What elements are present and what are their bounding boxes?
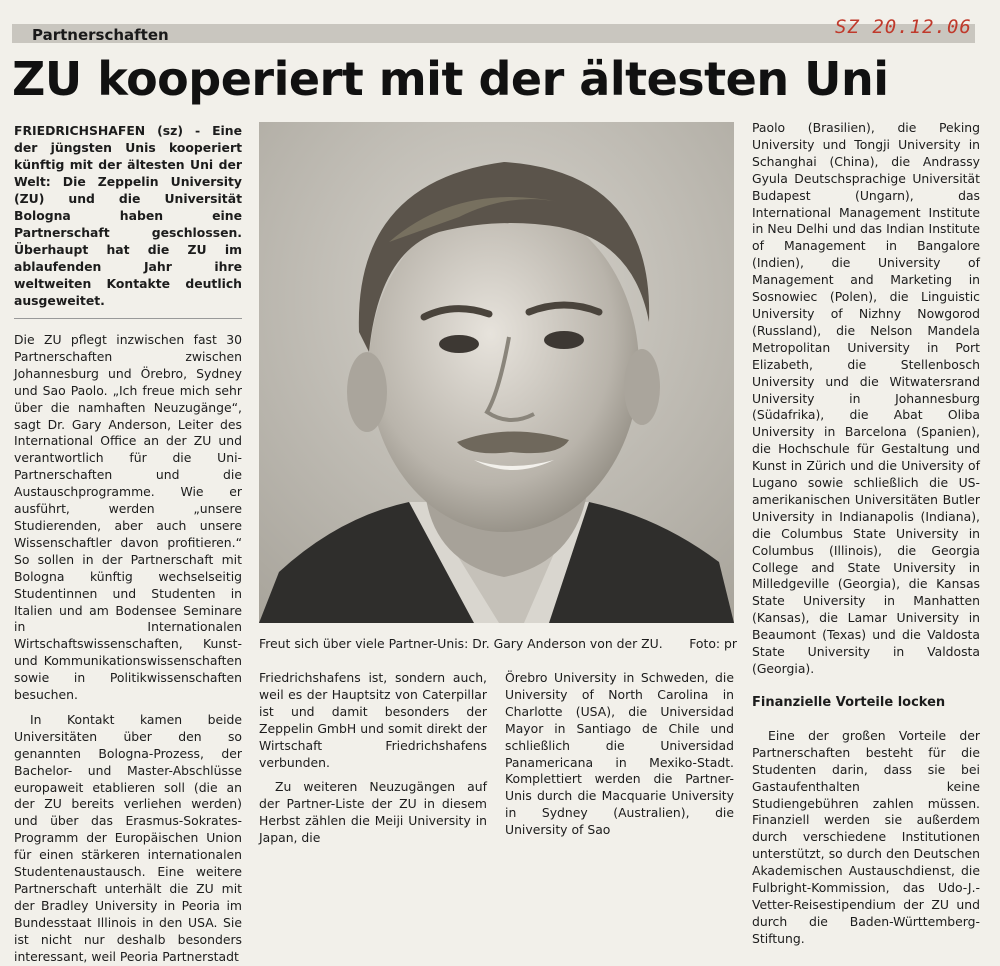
- portrait-illustration: [259, 122, 734, 623]
- subheading: Finanzielle Vorteile locken: [752, 694, 946, 710]
- body-paragraph: Friedrichshafens ist, sondern auch, weil es der Hauptsitz von Caterpillar ist und damit besonders der Zeppelin GmbH und somit direkt der Wirtschaft Friedrichshafens verbunden.: [259, 670, 487, 770]
- body-paragraph: Die ZU pflegt inzwischen fast 30 Partnerschaften zwischen Johannesburg und Örebro, Sydney und Sao Paolo. „Ich freue mich sehr über die namhaften Neuzugänge“, sagt Dr. Gary Anderson, Leiter des International Office an der ZU und verantwortlich für die Uni-Partnerschaften und die Austauschprogramme. Wie er ausführt, werden „unsere Studierenden, aber auch unsere Wissenschaftler davon profitieren.“ So sollen in der Partnerschaft mit Bologna künftig wechselseitig Studentinnen und Studenten in Italien und am Bodensee Seminare in Internationalen Wirtschaftswissenschaften, Kunst- und Kommunikationswissenschaften sowie in Politikwissenschaften besuchen.: [14, 332, 242, 703]
- caption-text: Freut sich über viele Partner-Unis: Dr. Gary Anderson von der ZU.: [259, 636, 663, 651]
- body-paragraph: Eine der großen Vorteile der Partnerschaften besteht für die Studenten darin, dass sie bei Gastaufenthalten keine Studiengebühren zahlen müssen. Finanziell werden sie außerdem durch verschiedene Institutionen unterstützt, so durch den Deutschen Akademischen Austauschdienst, die Fulbright-Kommission, das Udo-J.-Vetter-Reisestipendium der ZU und durch die Baden-Württemberg-Stiftung.: [752, 727, 980, 946]
- body-paragraph: Paolo (Brasilien), die Peking University und Tongji University in Schanghai (China), die Andrassy Gyula Deutschsprachige Universität Budapest (Ungarn), das International Management Institute in Neu Delhi und das Indian Institute of Management in Bangalore (Indien), die University of Management and Marketing in Sosnowiec (Polen), die Linguistic University of Nizhny Nowgorod (Russland), die Nelson Mandela Metropolitan University in Port Elizabeth, die Stellenbosch University und die Witwatersrand University in Johannesburg (Südafrika), die Abat Oliba University in Barcelona (Spanien), die Hochschule für Gestaltung und Kunst in Zürich und die University of Lugano sowie schließlich die US-amerikanischen Universitäten Butler University in Indianapolis (Indiana), die Columbus State University in Columbus (Illinois), die Georgia College and State University in Milledgeville (Georgia), die Kansas State University in Manhatten (Kansas), die Lamar University in Beaumont (Texas) und die Valdosta State University in Valdosta (Georgia).: [752, 120, 980, 676]
- article-column-2: [259, 670, 487, 847]
- lead-paragraph: FRIEDRICHSHAFEN (sz) - Eine der jüngsten Unis kooperiert künftig mit der ältesten Uni der Welt: Die Zeppelin University (ZU) und die Universität Bologna haben eine Partnerschaft geschlossen. Überhaupt hat die ZU im ablaufenden Jahr ihre weltweiten Kontakte deutlich ausgeweitet.: [14, 123, 242, 308]
- lead-divider: [14, 318, 242, 319]
- article-column-1: [14, 122, 242, 966]
- rubric-label: Partnerschaften: [32, 26, 169, 44]
- body-paragraph: Örebro University in Schweden, die University of North Carolina in Charlotte (USA), die Universidad Mayor in Santiago de Chile und schließlich die Universidad Panamericana in Mexiko-Stadt. Komplettiert werden die Partner-Unis durch die Macquarie University in Sydney (Australien), die University of Sao: [505, 670, 734, 838]
- photo-caption: [259, 636, 737, 651]
- body-paragraph: In Kontakt kamen beide Universitäten über den so genannten Bologna-Prozess, der Bachelor- und Master-Abschlüsse europaweit etablieren soll (die an der ZU bereits verliehen werden) und über das Erasmus-Sokrates-Programm der Europäischen Union für einen stärkeren internationalen Studentenaustausch. Eine weitere Partnerschaft unterhält die ZU mit der Bradley University in Peoria im Bundesstaat Illinois in den USA. Sie ist nicht nur deshalb besonders interessant, weil Peoria Partnerstadt: [14, 711, 242, 964]
- article-column-3: [505, 670, 734, 839]
- body-paragraph: Zu weiteren Neuzugängen auf der Partner-Liste der ZU in diesem Herbst zählen die Meiji University in Japan, die: [259, 779, 487, 846]
- handwritten-date: SZ 20.12.06: [835, 16, 972, 38]
- portrait-photo: [259, 122, 734, 623]
- photo-credit: Foto: pr: [689, 636, 737, 651]
- headline: ZU kooperiert mit der ältesten Uni: [12, 52, 889, 106]
- article-column-4: [752, 120, 980, 948]
